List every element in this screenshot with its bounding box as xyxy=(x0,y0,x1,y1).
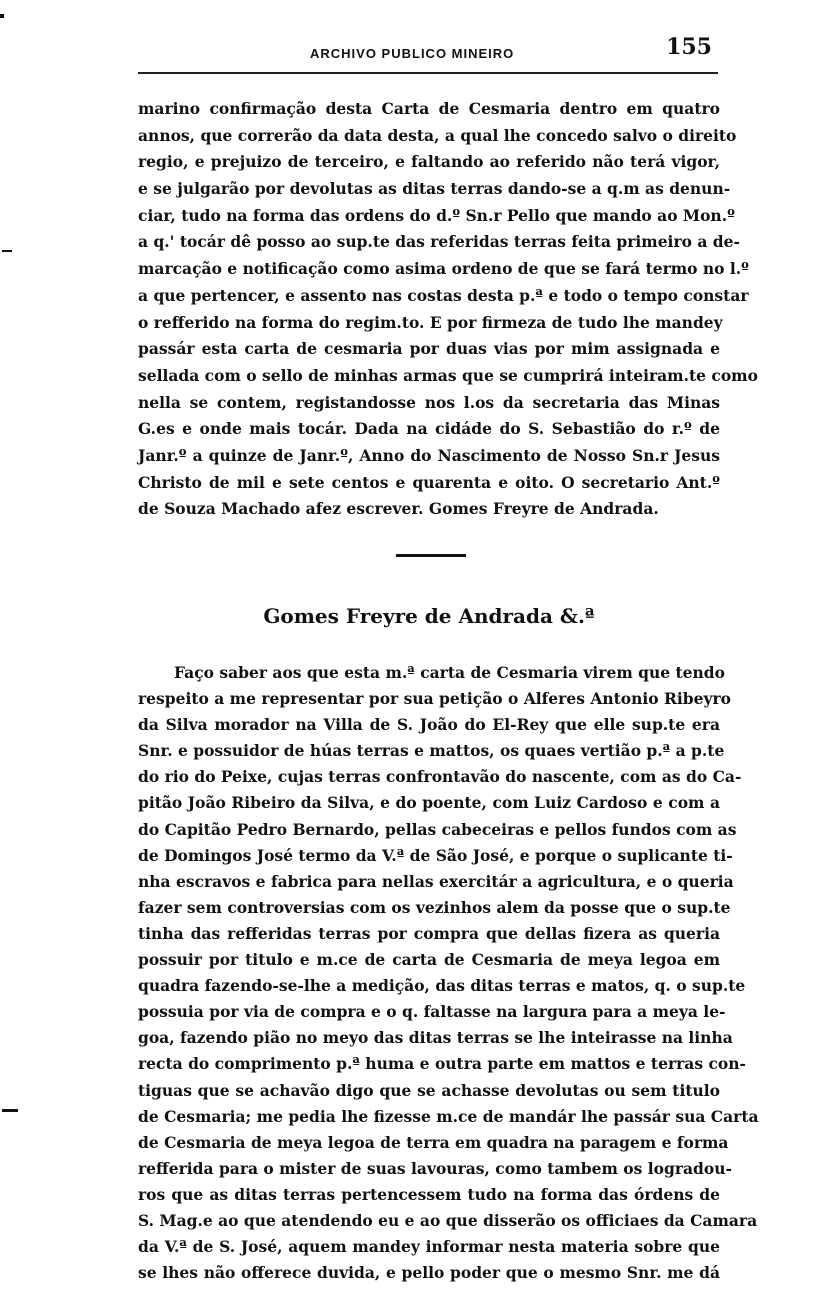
text-line: do rio do Peixe, cujas terras confrontavão do nascente, com as do Ca- xyxy=(138,767,742,787)
running-title: ARCHIVO PUBLICO MINEIRO xyxy=(310,46,515,61)
text-line: sellada com o sello de minhas armas que se cumprirá inteiram.te como xyxy=(138,365,758,385)
header-rule xyxy=(138,72,718,74)
text-line: tinha das refferidas terras por compra que dellas fizera as queria xyxy=(138,923,720,943)
text-line: a q.' tocár dê posso ao sup.te das referidas terras feita primeiro a de- xyxy=(138,232,740,252)
text-line: do Capitão Pedro Bernardo, pellas cabeceiras e pellos fundos com as xyxy=(138,819,737,839)
text-line: de Souza Machado afez escrever. Gomes Freyre de Andrada. xyxy=(138,499,659,519)
text-line: a que pertencer, e assento nas costas desta p.ª e todo o tempo constar xyxy=(138,285,749,305)
scan-edge-mark xyxy=(2,1109,18,1112)
text-line: marcação e notificação como asima ordeno de que se fará termo no l.º xyxy=(138,259,749,279)
text-line: o refferido na forma do regim.to. E por firmeza de tudo lhe mandey xyxy=(138,312,723,332)
text-line: Faço saber aos que esta m.ª carta de Cesmaria virem que tendo xyxy=(174,663,725,682)
text-line: S. Mag.e ao que atendendo eu e ao que disserão os officiaes da Camara xyxy=(138,1210,758,1230)
text-line: refferida para o mister de suas lavouras, como tambem os logradou- xyxy=(138,1158,732,1178)
text-line: ciar, tudo na forma das ordens do d.º Sn.r Pello que mando ao Mon.º xyxy=(138,205,735,225)
text-line: Snr. e possuidor de húas terras e mattos, os quaes vertião p.ª a p.te xyxy=(138,741,725,761)
scan-edge-mark xyxy=(2,250,12,252)
text-line: ros que as ditas terras pertencessem tudo na forma das órdens de xyxy=(138,1184,720,1204)
section-title: Gomes Freyre de Andrada &.ª xyxy=(263,604,595,628)
paragraph-carta xyxy=(138,660,759,1286)
text-line: respeito a me representar por sua petição o Alferes Antonio Ribeyro xyxy=(138,689,731,709)
text-line: Christo de mil e sete centos e quarenta e oito. O secretario Ant.º xyxy=(138,472,720,492)
text-line: se lhes não offerece duvida, e pello poder que o mesmo Snr. me dá xyxy=(138,1263,720,1283)
text-line: nha escravos e fabrica para nellas exercitár a agricultura, e o queria xyxy=(138,871,734,891)
text-line: de Domingos José termo da V.ª de São José, e porque o suplicante ti- xyxy=(138,845,733,865)
text-line: possuir por titulo e m.ce de carta de Cesmaria de meya legoa em xyxy=(138,950,720,970)
text-line: nella se contem, registandosse nos l.os da secretaria das Minas xyxy=(138,392,720,412)
text-line: annos, que correrão da data desta, a qual lhe concedo salvo o direito xyxy=(138,125,737,145)
text-line: quadra fazendo-se-lhe a medição, das ditas terras e matos, q. o sup.te xyxy=(138,976,746,996)
text-line: passár esta carta de cesmaria por duas vias por mim assignada e xyxy=(138,339,720,359)
text-line: goa, fazendo pião no meyo das ditas terras se lhe inteirasse na linha xyxy=(138,1028,733,1048)
section-divider xyxy=(396,554,466,557)
text-line: Janr.º a quinze de Janr.º, Anno do Nascimento de Nosso Sn.r Jesus xyxy=(138,445,720,465)
text-line: de Cesmaria de meya legoa de terra em quadra na paragem e forma xyxy=(138,1132,729,1152)
text-line: da Silva morador na Villa de S. João do El-Rey que elle sup.te era xyxy=(138,715,720,735)
text-line: pitão João Ribeiro da Silva, e do poente, com Luiz Cardoso e com a xyxy=(138,793,720,813)
text-line: possuia por via de compra e o q. faltasse na largura para a meya le- xyxy=(138,1002,726,1022)
page-header xyxy=(138,30,718,70)
scan-edge-mark xyxy=(0,14,4,18)
text-line: marino confirmação desta Carta de Cesmaria dentro em quatro xyxy=(138,99,720,118)
text-line: da V.ª de S. José, aquem mandey informar nesta materia sobre que xyxy=(138,1237,720,1257)
text-line: de Cesmaria; me pedia lhe fizesse m.ce de mandár lhe passár sua Carta xyxy=(138,1106,759,1126)
text-line: G.es e onde mais tocár. Dada na cidáde do S. Sebastião do r.º de xyxy=(138,419,720,439)
text-line: e se julgarão por devolutas as ditas terras dando-se a q.m as denun- xyxy=(138,179,731,199)
page-number: 155 xyxy=(666,34,712,60)
paragraph-continued xyxy=(138,96,758,523)
text-line: regio, e prejuizo de terceiro, e faltando ao referido não terá vigor, xyxy=(138,152,720,172)
text-line: tiguas que se achavão digo que se achasse devolutas ou sem titulo xyxy=(138,1080,720,1100)
text-line: recta do comprimento p.ª huma e outra parte em mattos e terras con- xyxy=(138,1054,746,1074)
text-line: fazer sem controversias com os vezinhos alem da posse que o sup.te xyxy=(138,897,731,917)
